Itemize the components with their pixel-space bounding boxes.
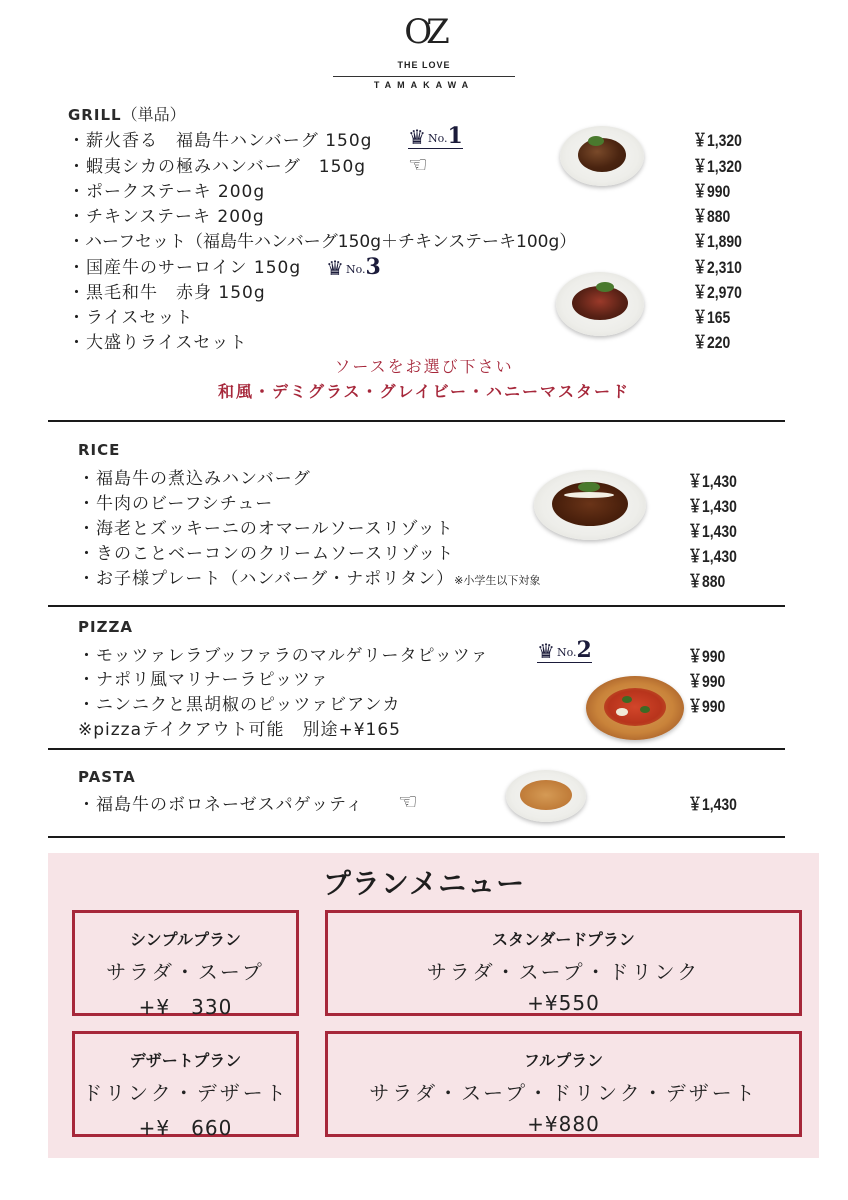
crown-icon: ♛ <box>537 639 555 663</box>
pointing-hand-icon: ☜ <box>408 153 428 178</box>
plan-description: ドリンク・デザート <box>82 1081 289 1105</box>
plan-name: フルプラン <box>523 1051 604 1070</box>
logo-divider <box>333 76 515 77</box>
plan-price: +¥ 330 <box>138 995 233 1019</box>
item-price: ￥1,430 <box>688 522 737 541</box>
item-price: ￥990 <box>688 647 726 666</box>
brand-tagline: THE LOVE <box>397 60 451 70</box>
list-item: ・ポークステーキ 200g <box>68 182 266 202</box>
sauce-title: ソースをお選び下さい <box>334 357 514 376</box>
plan-name: スタンダードプラン <box>492 930 635 949</box>
crown-icon: ♛ <box>408 125 426 149</box>
item-price: ￥990 <box>688 697 726 716</box>
pointing-hand-icon: ☜ <box>398 790 418 815</box>
section-divider <box>48 605 785 607</box>
list-item <box>78 564 540 589</box>
plan-description: サラダ・スープ・ドリンク・デザート <box>369 1081 758 1105</box>
rice-heading: RICE <box>78 441 121 459</box>
grill-heading <box>68 102 186 125</box>
pizza-photo <box>586 676 684 740</box>
rank-number: 3 <box>365 254 381 280</box>
section-divider <box>48 748 785 750</box>
pasta-heading: PASTA <box>78 768 136 786</box>
section-divider <box>48 836 785 838</box>
plan-price: +¥550 <box>527 991 600 1015</box>
plan-description: サラダ・スープ・ドリンク <box>426 960 701 984</box>
rank-badge-no1 <box>408 122 463 149</box>
plan-dessert <box>72 1031 299 1140</box>
item-price: ￥1,430 <box>688 795 737 814</box>
item-price: ￥165 <box>693 308 731 327</box>
plan-price: +¥ 660 <box>138 1116 233 1140</box>
rank-number: 1 <box>447 123 463 149</box>
basil <box>640 706 650 713</box>
plan-standard <box>325 910 802 1016</box>
list-item: ・福島牛のボロネーゼスパゲッティ <box>78 795 364 815</box>
item-price: ￥990 <box>693 182 731 201</box>
rank-prefix: No. <box>345 263 366 276</box>
pizza-takeout-note: ※pizzaテイクアウト可能 別途+¥165 <box>78 720 401 740</box>
garnish <box>588 136 604 146</box>
item-price: ￥1,320 <box>693 157 742 176</box>
item-note: ※小学生以下対象 <box>454 574 541 587</box>
item-price: ￥1,320 <box>693 131 742 150</box>
list-item: ・蝦夷シカの極みハンバーグ 150g <box>68 157 367 177</box>
rank-prefix: No. <box>556 646 577 659</box>
list-item: ・薪火香る 福島牛ハンバーグ 150g <box>68 131 373 151</box>
stew-photo <box>534 470 646 540</box>
plan-price: +¥880 <box>527 1112 600 1136</box>
list-item: ・チキンステーキ 200g <box>68 207 265 227</box>
rank-badge-no2 <box>537 636 592 663</box>
rank-number: 2 <box>576 637 592 663</box>
item-price: ￥990 <box>688 672 726 691</box>
list-item: ・きのことベーコンのクリームソースリゾット <box>78 544 455 564</box>
list-item: ・大盛りライスセット <box>68 333 248 353</box>
list-item-label: ・お子様プレート（ハンバーグ・ナポリタン） <box>78 569 455 589</box>
plan-simple <box>72 910 299 1019</box>
crown-icon: ♛ <box>326 256 344 280</box>
garnish <box>596 282 614 292</box>
plan-full <box>325 1031 802 1137</box>
grill-heading-label: GRILL <box>68 106 122 124</box>
steak-photo <box>556 272 644 336</box>
mozzarella <box>616 708 628 716</box>
item-price: ￥1,430 <box>688 497 737 516</box>
item-price: ￥2,970 <box>693 283 742 302</box>
food-photo <box>520 780 572 810</box>
food-photo <box>604 688 666 726</box>
grill-subheading: （単品） <box>121 105 186 124</box>
section-divider <box>48 420 785 422</box>
hamburg-photo <box>560 126 644 186</box>
list-item: ・福島牛の煮込みハンバーグ <box>78 469 311 489</box>
item-price: ￥1,430 <box>688 472 737 491</box>
list-item: ・ニンニクと黒胡椒のピッツァビアンカ <box>78 695 401 715</box>
pizza-heading: PIZZA <box>78 618 133 636</box>
list-item: ・海老とズッキーニのオマールソースリゾット <box>78 519 454 539</box>
rank-badge-no3 <box>326 253 381 279</box>
list-item: ・国産牛のサーロイン 150g <box>68 258 302 278</box>
sauce-options: 和風・デミグラス・グレイビー・ハニーマスタード <box>217 382 631 401</box>
plan-name: シンプルプラン <box>130 930 241 949</box>
brand-location: TAMAKAWA <box>373 80 475 90</box>
item-price: ￥220 <box>693 333 731 352</box>
plan-description: サラダ・スープ <box>106 960 265 984</box>
basil <box>622 696 632 703</box>
plan-menu-title: プランメニュー <box>322 867 526 900</box>
cream-drizzle <box>564 492 614 498</box>
item-price: ￥880 <box>693 207 731 226</box>
list-item: ・黒毛和牛 赤身 150g <box>68 283 266 303</box>
plan-name: デザートプラン <box>129 1051 242 1070</box>
pasta-photo <box>506 770 586 822</box>
brand-logo: OZ <box>404 12 444 52</box>
rank-prefix: No. <box>427 132 448 145</box>
garnish <box>578 482 600 492</box>
item-price: ￥1,430 <box>688 547 737 566</box>
list-item: ・ライスセット <box>68 308 194 328</box>
list-item: ・牛肉のビーフシチュー <box>78 494 274 514</box>
list-item: ・モッツァレラブッファラのマルゲリータピッツァ <box>78 646 489 666</box>
list-item: ・ナポリ風マリナーラピッツァ <box>78 670 329 690</box>
item-price: ￥880 <box>688 572 726 591</box>
item-price: ￥1,890 <box>693 232 742 251</box>
list-item: ・ハーフセット（福島牛ハンバーグ150g＋チキンステーキ100g） <box>68 232 577 252</box>
item-price: ￥2,310 <box>693 258 742 277</box>
